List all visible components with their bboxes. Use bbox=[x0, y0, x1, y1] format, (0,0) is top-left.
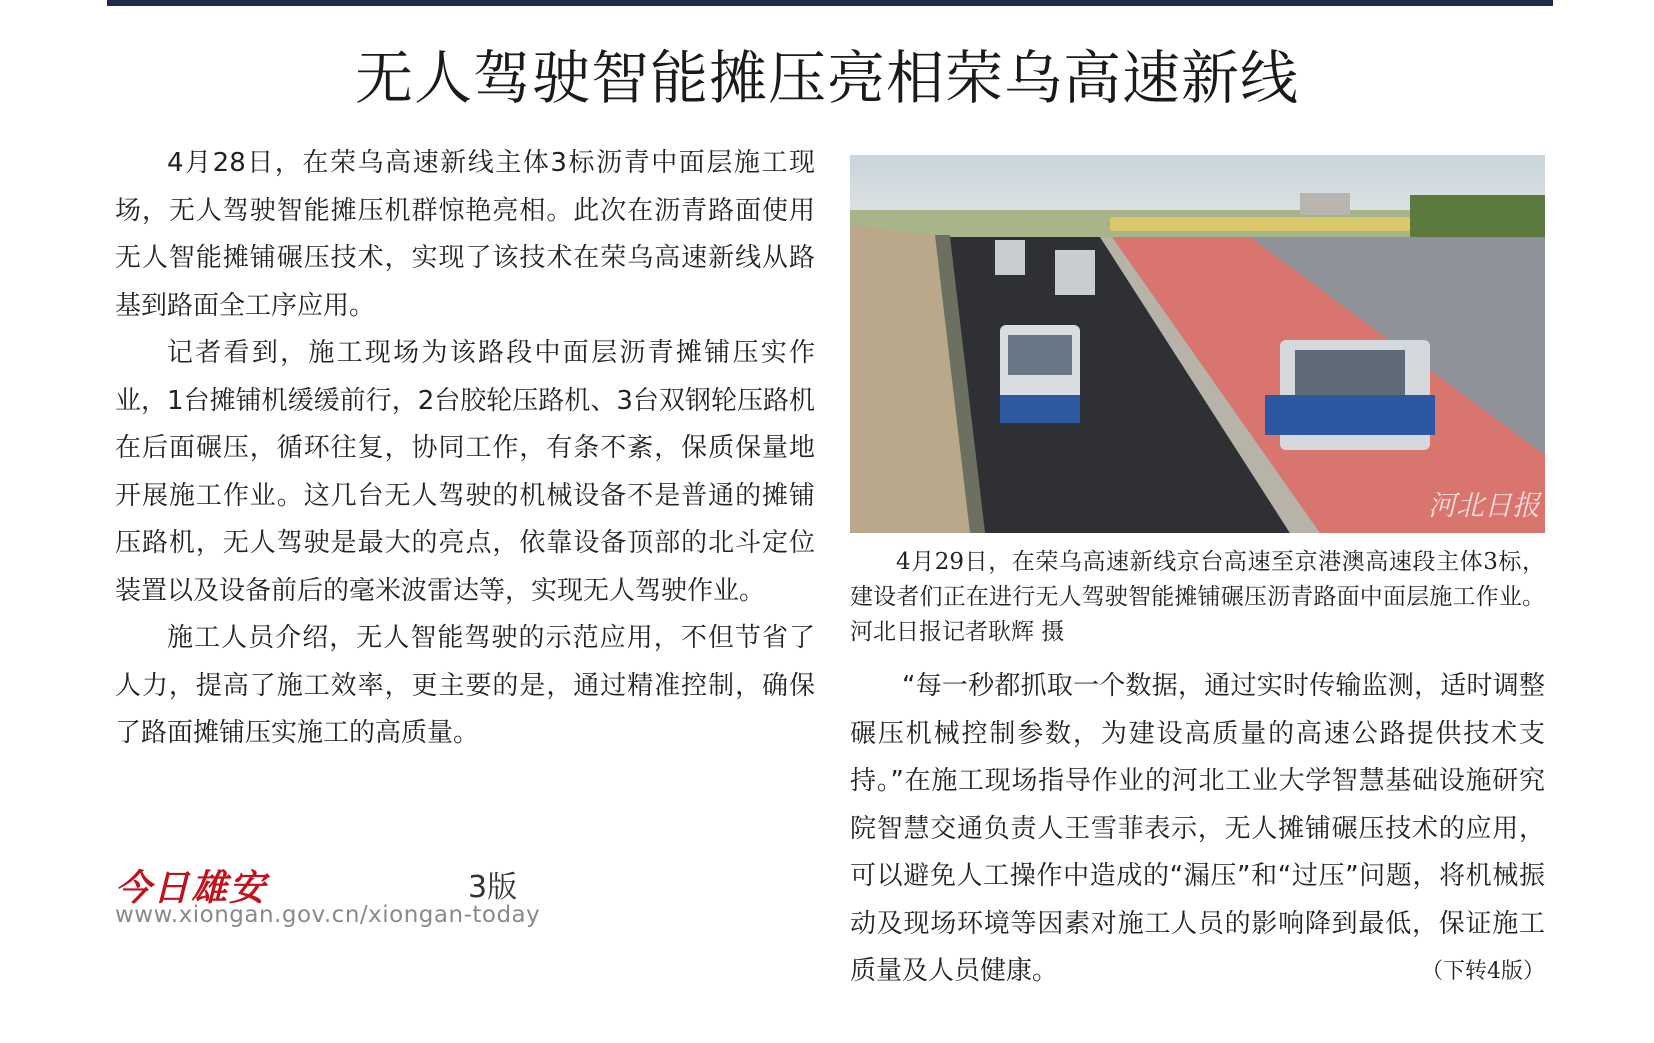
continued-note: （下转4版） bbox=[1421, 959, 1545, 984]
site-url[interactable]: www.xiongan.gov.cn/xiongan-today bbox=[115, 902, 541, 928]
newspaper-logo: 今日雄安 bbox=[115, 867, 268, 909]
top-rule bbox=[107, 0, 1553, 6]
edition-label: 3版 bbox=[468, 870, 518, 905]
right-column bbox=[850, 663, 1545, 996]
left-column bbox=[115, 140, 815, 758]
photo-caption: 4月29日，在荣乌高速新线京台高速至京港澳高速段主体3标，建设者们正在进行无人驾驶智能摊铺碾压沥青路面中面层施工作业。河北日报记者耿辉 摄 bbox=[850, 549, 1545, 645]
paragraph-3: 施工人员介绍，无人智能驾驶的示范应用，不但节省了人力，提高了施工效率，更主要的是，通过精准控制，确保了路面摊铺压实施工的高质量。 bbox=[115, 623, 815, 748]
paragraph-4-text: “每一秒都抓取一个数据，通过实时传输监测，适时调整碾压机械控制参数，为建设高质量的高速公路提供技术支持。”在施工现场指导作业的河北工业大学智慧基础设施研究院智慧交通负责人王雪菲表示，无人摊铺碾压技术的应用，可以避免人工操作中造成的“漏压”和“过压”问题，将机械振动及现场环境等因素对施工人员的影响降到最低，保证施工质量及人员健康。 bbox=[850, 671, 1545, 986]
photo-watermark: 河北日报 bbox=[1427, 489, 1540, 522]
road-paving-photo bbox=[850, 155, 1545, 533]
news-photo bbox=[850, 155, 1545, 533]
paragraph-4 bbox=[850, 663, 1545, 996]
paragraph-1: 4月28日，在荣乌高速新线主体3标沥青中面层施工现场，无人驾驶智能摊压机群惊艳亮相。此次在沥青路面使用无人智能摊铺碾压技术，实现了该技术在荣乌高速新线从路基到路面全工序应用。 bbox=[115, 148, 815, 321]
article-title: 无人驾驶智能摊压亮相荣乌高速新线 bbox=[354, 44, 1299, 112]
paragraph-2: 记者看到，施工现场为该路段中面层沥青摊铺压实作业，1台摊铺机缓缓前行，2台胶轮压路机、3台双钢轮压路机在后面碾压，循环往复，协同工作，有条不紊，保质保量地开展施工作业。这几台无人驾驶的机械设备不是普通的摊铺压路机，无人驾驶是最大的亮点，依靠设备顶部的北斗定位装置以及设备前后的毫米波雷达等，实现无人驾驶作业。 bbox=[115, 338, 815, 606]
